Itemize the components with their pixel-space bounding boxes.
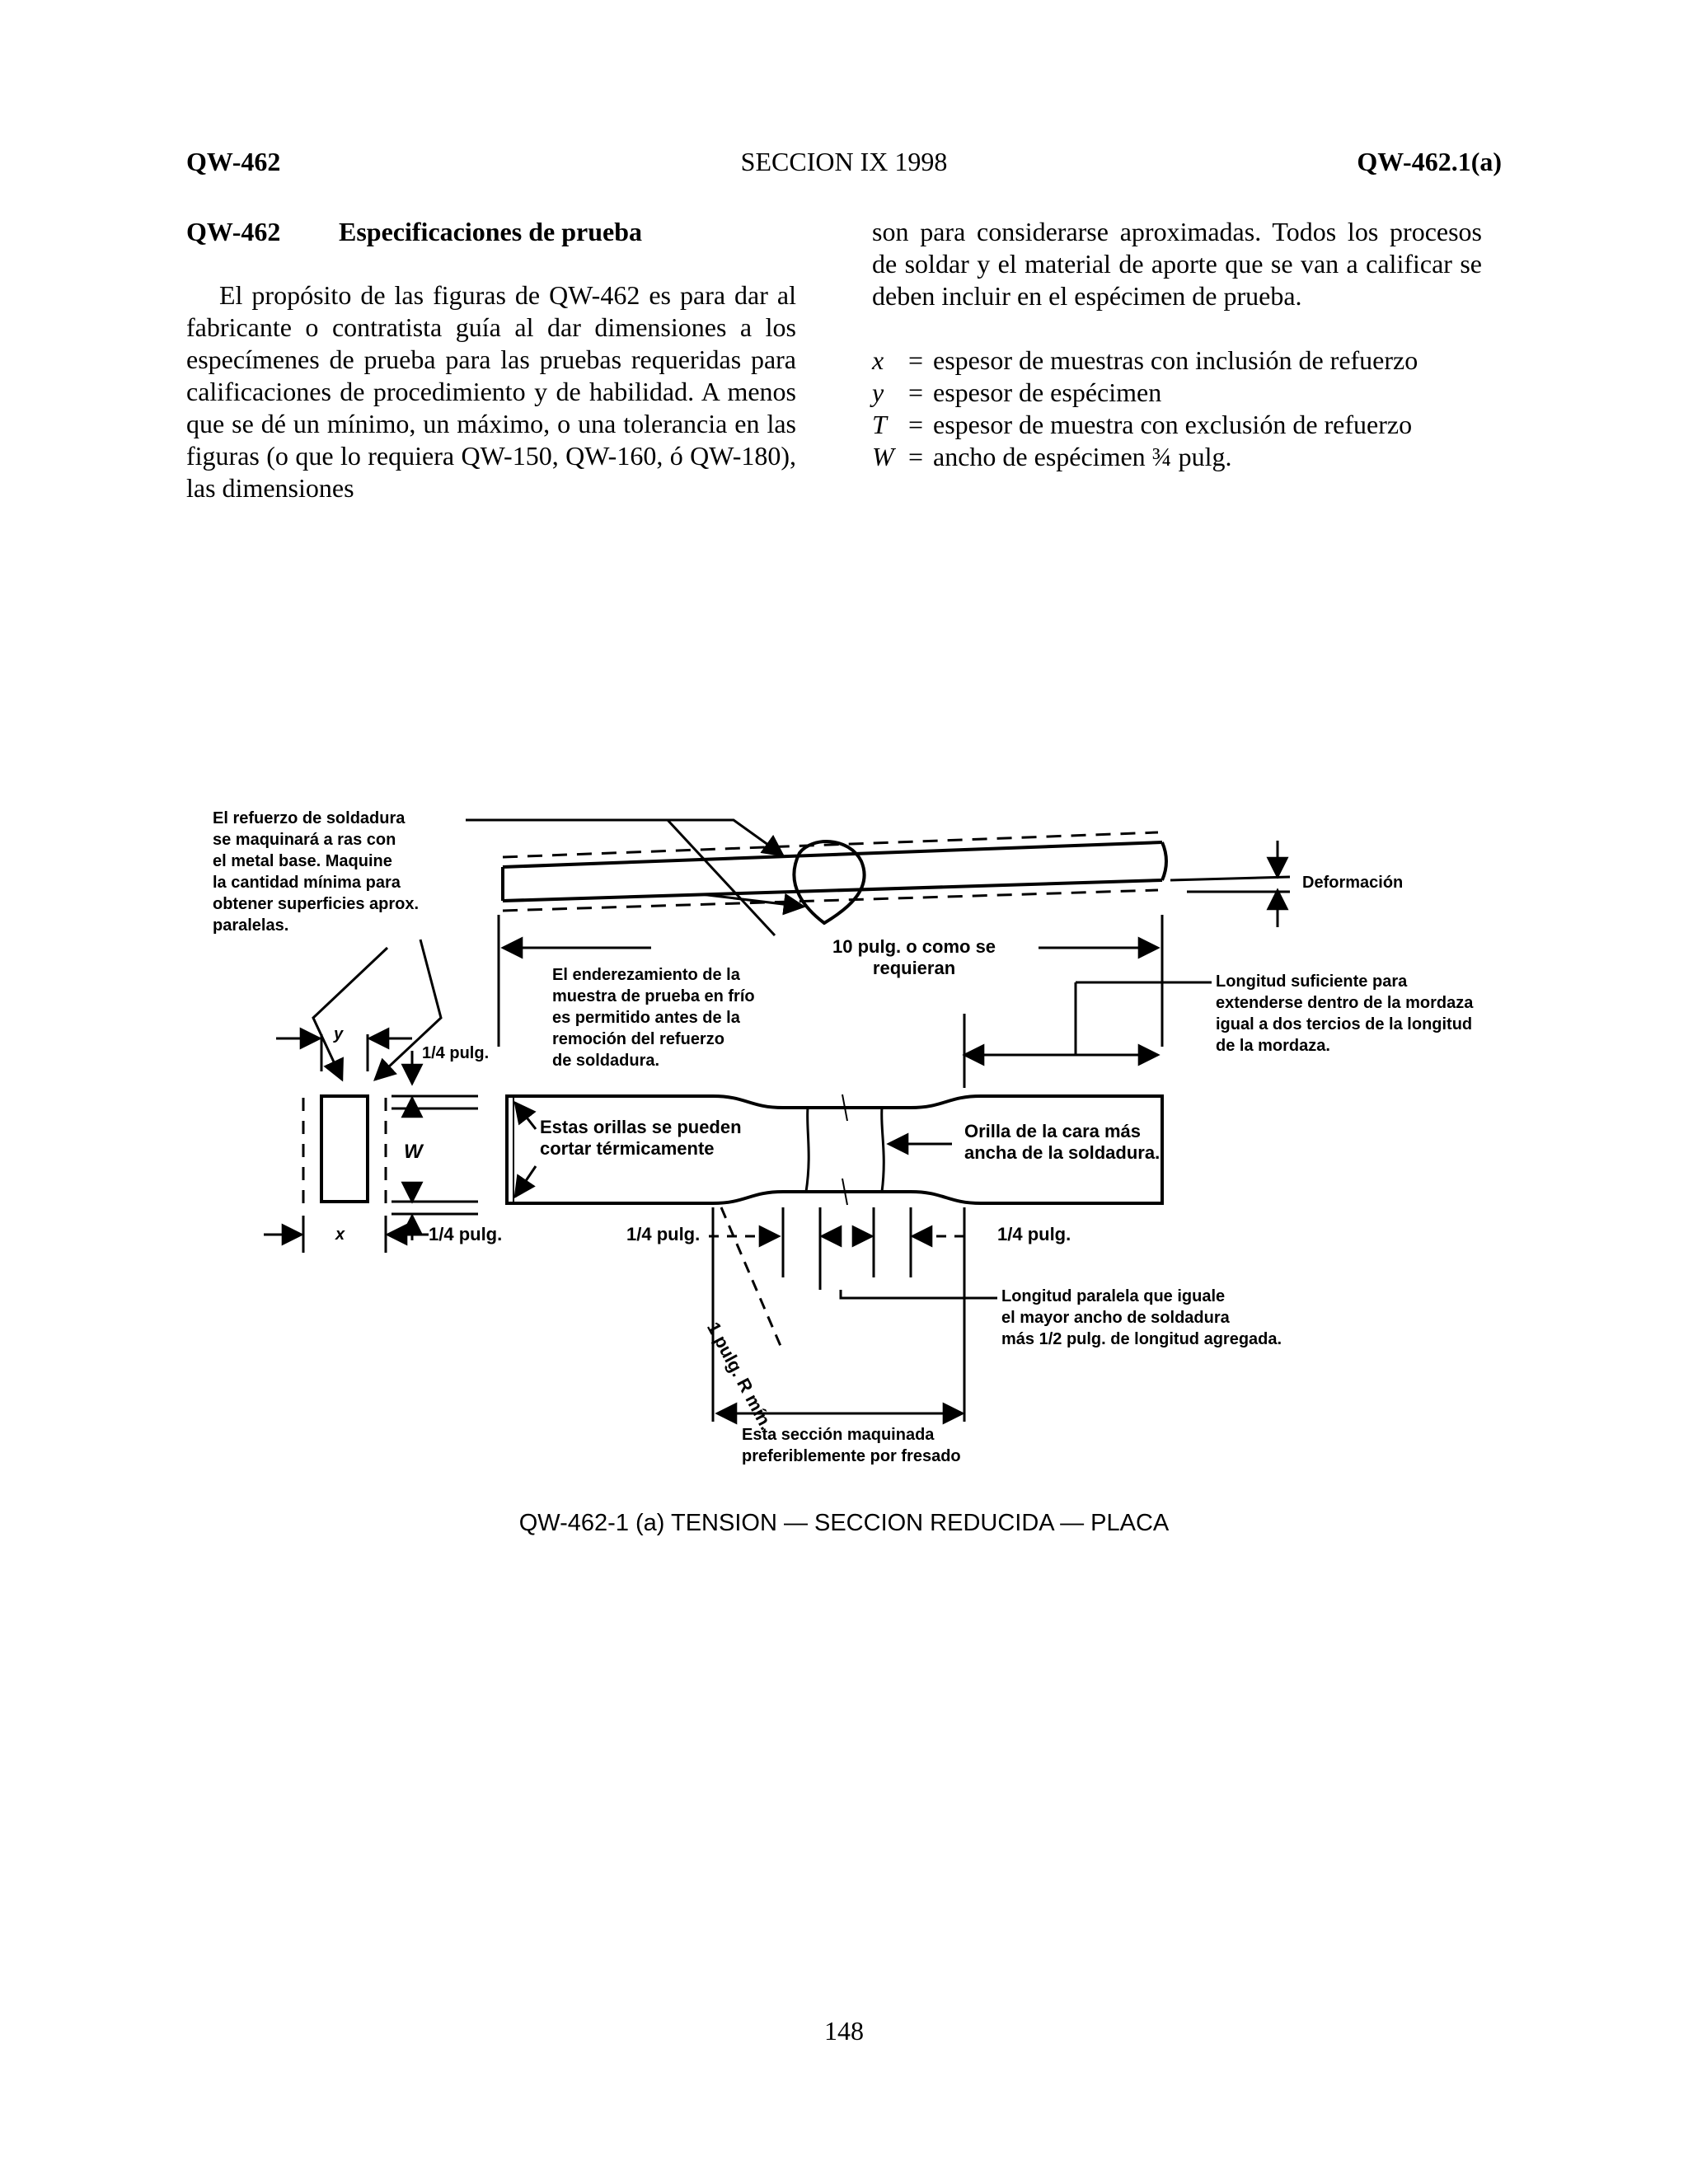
- definition-text: ancho de espécimen ¾ pulg.: [933, 442, 1232, 471]
- definition-text: espesor de muestras con inclusión de refuerzo: [933, 345, 1418, 375]
- label-x: x: [335, 1226, 345, 1244]
- definitions-list: [872, 344, 1482, 473]
- label-quarter-bottom-right: 1/4 pulg.: [997, 1224, 1071, 1244]
- label-longitud-suficiente: Longitud suficiente para extenderse dentro de la mordaza igual a dos tercios de la longitud de la mordaza.: [1216, 972, 1474, 1055]
- paragraph-left: El propósito de las figuras de QW-462 es para dar al fabricante o contratista guía al dar dimensiones a los especímenes de prueba para las pruebas requeridas para calificaciones de procedimiento y de habilidad. A menos que se dé un mínimo, un máximo, o una tolerancia en las figuras (o que lo requiera QW-150, QW-160, ó QW-180), las dimensiones: [186, 280, 796, 503]
- label-quarter-bottom-mid: 1/4 pulg.: [626, 1224, 701, 1244]
- label-orillas: Estas orillas se pueden cortar térmicamente: [540, 1117, 742, 1159]
- figure-caption: QW-462-1 (a) TENSION — SECCION REDUCIDA — PLACA: [518, 1510, 1170, 1536]
- label-refuerzo: El refuerzo de soldadura se maquinará a ras con el metal base. Maquine la cantidad mínima para obtener superficies aprox. paralelas.: [213, 809, 420, 935]
- definition-text: espesor de espécimen: [933, 377, 1162, 407]
- header-title: SECCION IX 1998: [740, 147, 948, 176]
- paragraph-right: son para considerarse aproximadas. Todos los procesos de soldar y el material de aporte que se van a calificar se deben incluir en el espécimen de prueba.: [872, 217, 1482, 311]
- label-y: y: [334, 1025, 344, 1043]
- definition-item: [872, 441, 1482, 473]
- label-10-pulg: 10 pulg. o como se requieran: [832, 936, 996, 978]
- tension-specimen-figure: [206, 791, 1508, 1516]
- label-w: W: [404, 1141, 423, 1163]
- distorted-plate: [503, 832, 1166, 923]
- header-right-code: QW-462.1(a): [1357, 147, 1502, 176]
- definition-item: [872, 409, 1482, 441]
- definition-symbol: x: [872, 345, 884, 375]
- header-left-code: QW-462: [186, 147, 281, 176]
- definition-text: espesor de muestra con exclusión de refuerzo: [933, 410, 1413, 439]
- label-longitud-paralela: Longitud paralela que iguale el mayor ancho de soldadura más 1/2 pulg. de longitud agregada.: [1001, 1287, 1282, 1348]
- label-orilla-cara: Orilla de la cara más ancha de la soldadura.: [964, 1121, 1160, 1163]
- section-heading: [186, 216, 796, 248]
- section-title: Especificaciones de prueba: [339, 217, 642, 246]
- label-seccion-maquinada: Esta sección maquinada preferiblemente por fresado: [742, 1426, 961, 1465]
- left-column: [186, 216, 796, 504]
- equals-sign: =: [907, 442, 924, 471]
- equals-sign: =: [907, 377, 924, 407]
- label-enderezamiento: El enderezamiento de la muestra de prueba en frío es permitido antes de la remoción del refuerzo de soldadura.: [552, 966, 755, 1070]
- definition-symbol: T: [872, 410, 887, 439]
- label-quarter-bottom-left: 1/4 pulg.: [429, 1224, 503, 1244]
- equals-sign: =: [907, 345, 924, 375]
- label-quarter-top: 1/4 pulg.: [422, 1044, 490, 1062]
- page-number: 148: [824, 2016, 864, 2046]
- right-column: [872, 216, 1482, 473]
- equals-sign: =: [907, 410, 924, 439]
- definition-item: [872, 377, 1482, 409]
- label-deformacion: Deformación: [1302, 874, 1404, 892]
- label-radius: 1 pulg. R mín.: [702, 1319, 777, 1434]
- definition-item: [872, 344, 1482, 377]
- definition-symbol: W: [872, 442, 894, 471]
- definition-symbol: y: [872, 377, 884, 407]
- section-number: QW-462: [186, 217, 281, 246]
